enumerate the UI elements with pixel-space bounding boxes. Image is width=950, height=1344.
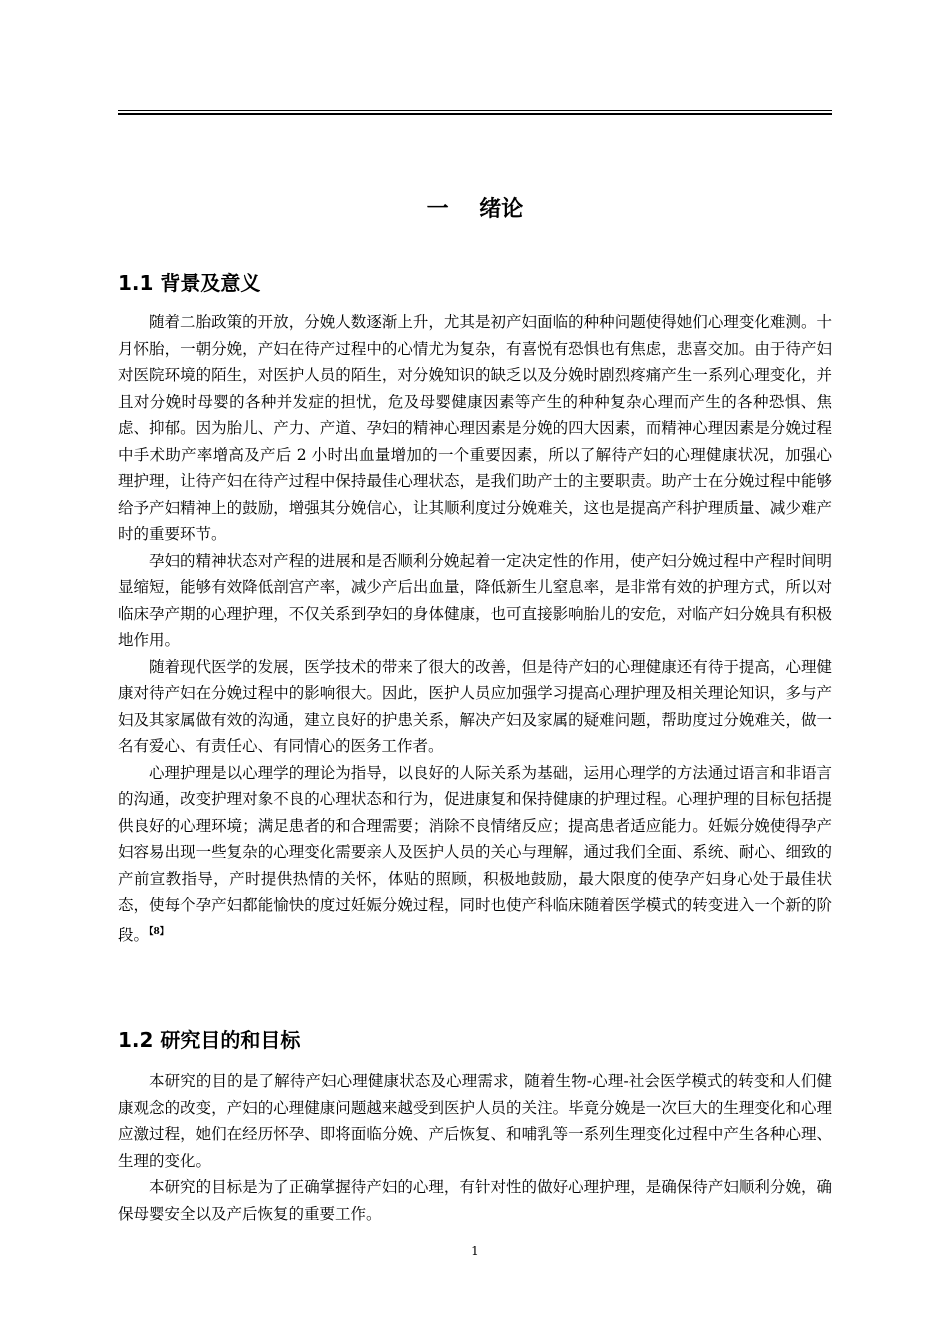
paragraph: 本研究的目的是了解待产妇心理健康状态及心理需求，随着生物-心理-社会医学模式的转变和人们健康观念的改变，产妇的心理健康问题越来越受到医护人员的关注。毕竟分娩是一次巨大的生理变化和心理应激过程，她们在经历怀孕、即将面临分娩、产后恢复、和哺乳等一系列生理变化过程中产生各种心理、生理的变化。 <box>118 1072 832 1170</box>
paragraph: 本研究的目标是为了正确掌握待产妇的心理，有针对性的做好心理护理，是确保待产妇顺利分娩，确保母婴安全以及产后恢复的重要工作。 <box>118 1178 832 1223</box>
section-heading-background: 1.1 背景及意义 <box>118 271 261 295</box>
paragraph <box>118 760 832 949</box>
header-rule-thin <box>118 110 832 111</box>
paragraph: 随着二胎政策的开放，分娩人数逐渐上升，尤其是初产妇面临的种种问题使得她们心理变化难测。十月怀胎，一朝分娩，产妇在待产过程中的心情尤为复杂，有喜悦有恐惧也有焦虑，悲喜交加。由于待产妇对医院环境的陌生，对医护人员的陌生，对分娩知识的缺乏以及分娩时剧烈疼痛产生一系列心理变化，并且对分娩时母婴的各种并发症的担忧，危及母婴健康因素等产生的种种复杂心理而产生的各种恐惧、焦虑、抑郁。因为胎儿、产力、产道、孕妇的精神心理因素是分娩的四大因素，而精神心理因素是分娩过程中手术助产率增高及产后 2 小时出血量增加的一个重要因素，所以了解待产妇的心理健康状况，加强心理护理，让待产妇在待产过程中保持最佳心理状态，是我们助产士的主要职责。助产士在分娩过程中能够给予产妇精神上的鼓励，增强其分娩信心，让其顺利度过分娩难关，这也是提高产科护理质量、减少难产时的重要环节。 <box>118 313 832 543</box>
section-body-background <box>118 309 832 948</box>
paragraph: 孕妇的精神状态对产程的进展和是否顺利分娩起着一定决定性的作用，使产妇分娩过程中产程时间明显缩短，能够有效降低剖宫产率，减少产后出血量，降低新生儿窒息率，是非常有效的护理方式，所以对临床孕产期的心理护理，不仅关系到孕妇的身体健康，也可直接影响胎儿的安危，对临产妇分娩具有积极地作用。 <box>118 551 832 649</box>
paragraph-text: 心理护理是以心理学的理论为指导，以良好的人际关系为基础，运用心理学的方法通过语言和非语言的沟通，改变护理对象不良的心理状态和行为，促进康复和保持健康的护理过程。心理护理的目标包括提供良好的心理环境；满足患者的和合理需要；消除不良情绪反应；提高患者适应能力。妊娠分娩使得孕产妇容易出现一些复杂的心理变化需要亲人及医护人员的关心与理解，通过我们全面、系统、耐心、细致的产前宣教指导，产时提供热情的关怀，体贴的照顾，积极地鼓励，最大限度的使孕产妇身心处于最佳状态，使每个孕产妇都能愉快的度过妊娠分娩过程，同时也使产科临床随着医学模式的转变进入一个新的阶段。 <box>118 763 832 944</box>
paragraph: 随着现代医学的发展，医学技术的带来了很大的改善，但是待产妇的心理健康还有待于提高，心理健康对待产妇在分娩过程中的影响很大。因此，医护人员应加强学习提高心理护理及相关理论知识，多与产妇及其家属做有效的沟通，建立良好的护患关系，解决产妇及家属的疑难问题，帮助度过分娩难关，做一名有爱心、有责任心、有同情心的医务工作者。 <box>118 657 832 755</box>
chapter-title: 一 绪论 <box>426 197 524 222</box>
section-body-objectives <box>118 1068 832 1227</box>
header-rule-thick <box>118 113 832 115</box>
citation-marker: 【8】 <box>149 926 169 937</box>
section-heading-objectives: 1.2 研究目的和目标 <box>118 1028 301 1052</box>
page-number: 1 <box>471 1244 479 1258</box>
